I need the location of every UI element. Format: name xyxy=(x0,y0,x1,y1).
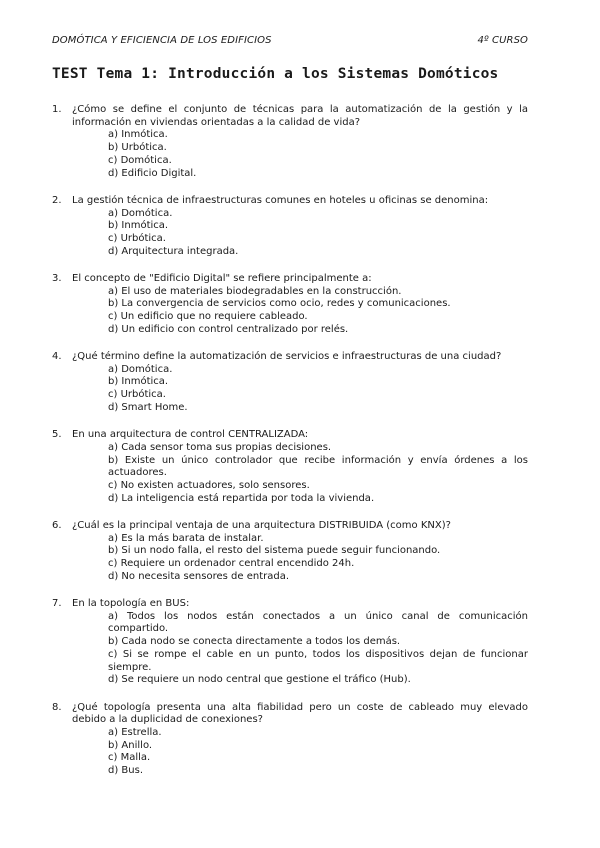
answer-options xyxy=(72,727,528,778)
question-number: 5. xyxy=(52,429,62,441)
answer-option: b) Anillo. xyxy=(108,739,153,751)
answer-option: a) Es la más barata de instalar. xyxy=(108,532,264,544)
answer-option: b) Urbótica. xyxy=(108,142,167,154)
answer-option: b) Si un nodo falla, el resto del sistema puede seguir funcionando. xyxy=(108,545,441,557)
question-number: 7. xyxy=(52,598,62,610)
question-text: El concepto de "Edificio Digital" se refiere principalmente a: xyxy=(72,272,372,284)
answer-option: c) Un edificio que no requiere cableado. xyxy=(108,311,308,323)
answer-option: d) No necesita sensores de entrada. xyxy=(108,570,290,582)
answer-option: d) Edificio Digital. xyxy=(108,167,197,179)
question-item xyxy=(52,104,528,180)
question-number: 6. xyxy=(52,519,62,531)
answer-option: c) Domótica. xyxy=(108,154,172,166)
question-number: 3. xyxy=(52,272,62,284)
answer-option: c) Si se rompe el cable en un punto, todos los dispositivos dejan de funcionar siempre. xyxy=(108,648,528,673)
question-item xyxy=(52,520,528,584)
course-title: DOMÓTICA Y EFICIENCIA DE LOS EDIFICIOS xyxy=(52,35,272,46)
question-item xyxy=(52,429,528,505)
question-text: ¿Cuál es la principal ventaja de una arquitectura DISTRIBUIDA (como KNX)? xyxy=(72,519,451,531)
answer-option: d) Arquitectura integrada. xyxy=(108,245,239,257)
answer-option: d) Bus. xyxy=(108,765,144,777)
question-item xyxy=(52,273,528,337)
answer-option: d) Smart Home. xyxy=(108,401,188,413)
answer-option: b) Inmótica. xyxy=(108,220,169,232)
question-text: ¿Cómo se define el conjunto de técnicas para la automatización de la gestión y la información en viviendas orientadas a la calidad de vida? xyxy=(72,104,528,128)
answer-option: a) Inmótica. xyxy=(108,129,168,141)
test-title: TEST Tema 1: Introducción a los Sistemas Domóticos xyxy=(52,66,499,82)
question-text: ¿Qué topología presenta una alta fiabilidad pero un coste de cableado muy elevado debido a la duplicidad de conexiones? xyxy=(72,701,528,726)
question-number: 1. xyxy=(52,104,62,115)
question-text: En una arquitectura de control CENTRALIZADA: xyxy=(72,429,309,441)
answer-option: c) Requiere un ordenador central encendido 24h. xyxy=(108,558,355,570)
answer-option: d) Un edificio con control centralizado por relés. xyxy=(108,323,349,335)
question-text: La gestión técnica de infraestructuras comunes en hoteles u oficinas se denomina: xyxy=(72,194,489,206)
answer-option: c) Urbótica. xyxy=(108,389,166,401)
question-number: 8. xyxy=(52,701,62,713)
answer-option: c) No existen actuadores, solo sensores. xyxy=(108,479,310,491)
answer-option: b) Inmótica. xyxy=(108,376,169,388)
question-item xyxy=(52,351,528,415)
answer-options xyxy=(72,611,528,687)
course-level: 4º CURSO xyxy=(477,35,528,46)
answer-option: a) Cada sensor toma sus propias decisiones. xyxy=(108,441,332,453)
answer-option: d) La inteligencia está repartida por toda la vivienda. xyxy=(108,492,375,504)
answer-option: a) Domótica. xyxy=(108,363,173,375)
answer-option: a) Domótica. xyxy=(108,207,173,219)
answer-option: d) Se requiere un nodo central que gestione el tráfico (Hub). xyxy=(108,674,411,686)
answer-option: b) Cada nodo se conecta directamente a todos los demás. xyxy=(108,636,401,648)
question-number: 2. xyxy=(52,194,62,206)
answer-option: b) Existe un único controlador que recibe información y envía órdenes a los actuadores. xyxy=(108,454,528,479)
answer-option: c) Malla. xyxy=(108,752,151,764)
answer-options xyxy=(72,442,528,506)
answer-option: a) El uso de materiales biodegradables en la construcción. xyxy=(108,285,402,297)
question-text: ¿Qué término define la automatización de servicios e infraestructuras de una ciudad? xyxy=(72,351,502,363)
answer-option: a) Estrella. xyxy=(108,726,162,738)
answer-options xyxy=(72,286,528,337)
question-number: 4. xyxy=(52,351,62,363)
answer-option: b) La convergencia de servicios como ocio, redes y comunicaciones. xyxy=(108,298,451,310)
question-item xyxy=(52,598,528,687)
answer-option: c) Urbótica. xyxy=(108,232,166,244)
question-item xyxy=(52,195,528,259)
question-text: En la topología en BUS: xyxy=(72,598,190,610)
answer-options xyxy=(72,364,528,415)
answer-options xyxy=(72,208,528,259)
question-item xyxy=(52,702,528,778)
page-header xyxy=(52,35,528,46)
answer-options xyxy=(72,129,528,180)
question-list xyxy=(52,104,528,778)
answer-options xyxy=(72,533,528,584)
answer-option: a) Todos los nodos están conectados a un único canal de comunicación compartido. xyxy=(108,610,528,635)
